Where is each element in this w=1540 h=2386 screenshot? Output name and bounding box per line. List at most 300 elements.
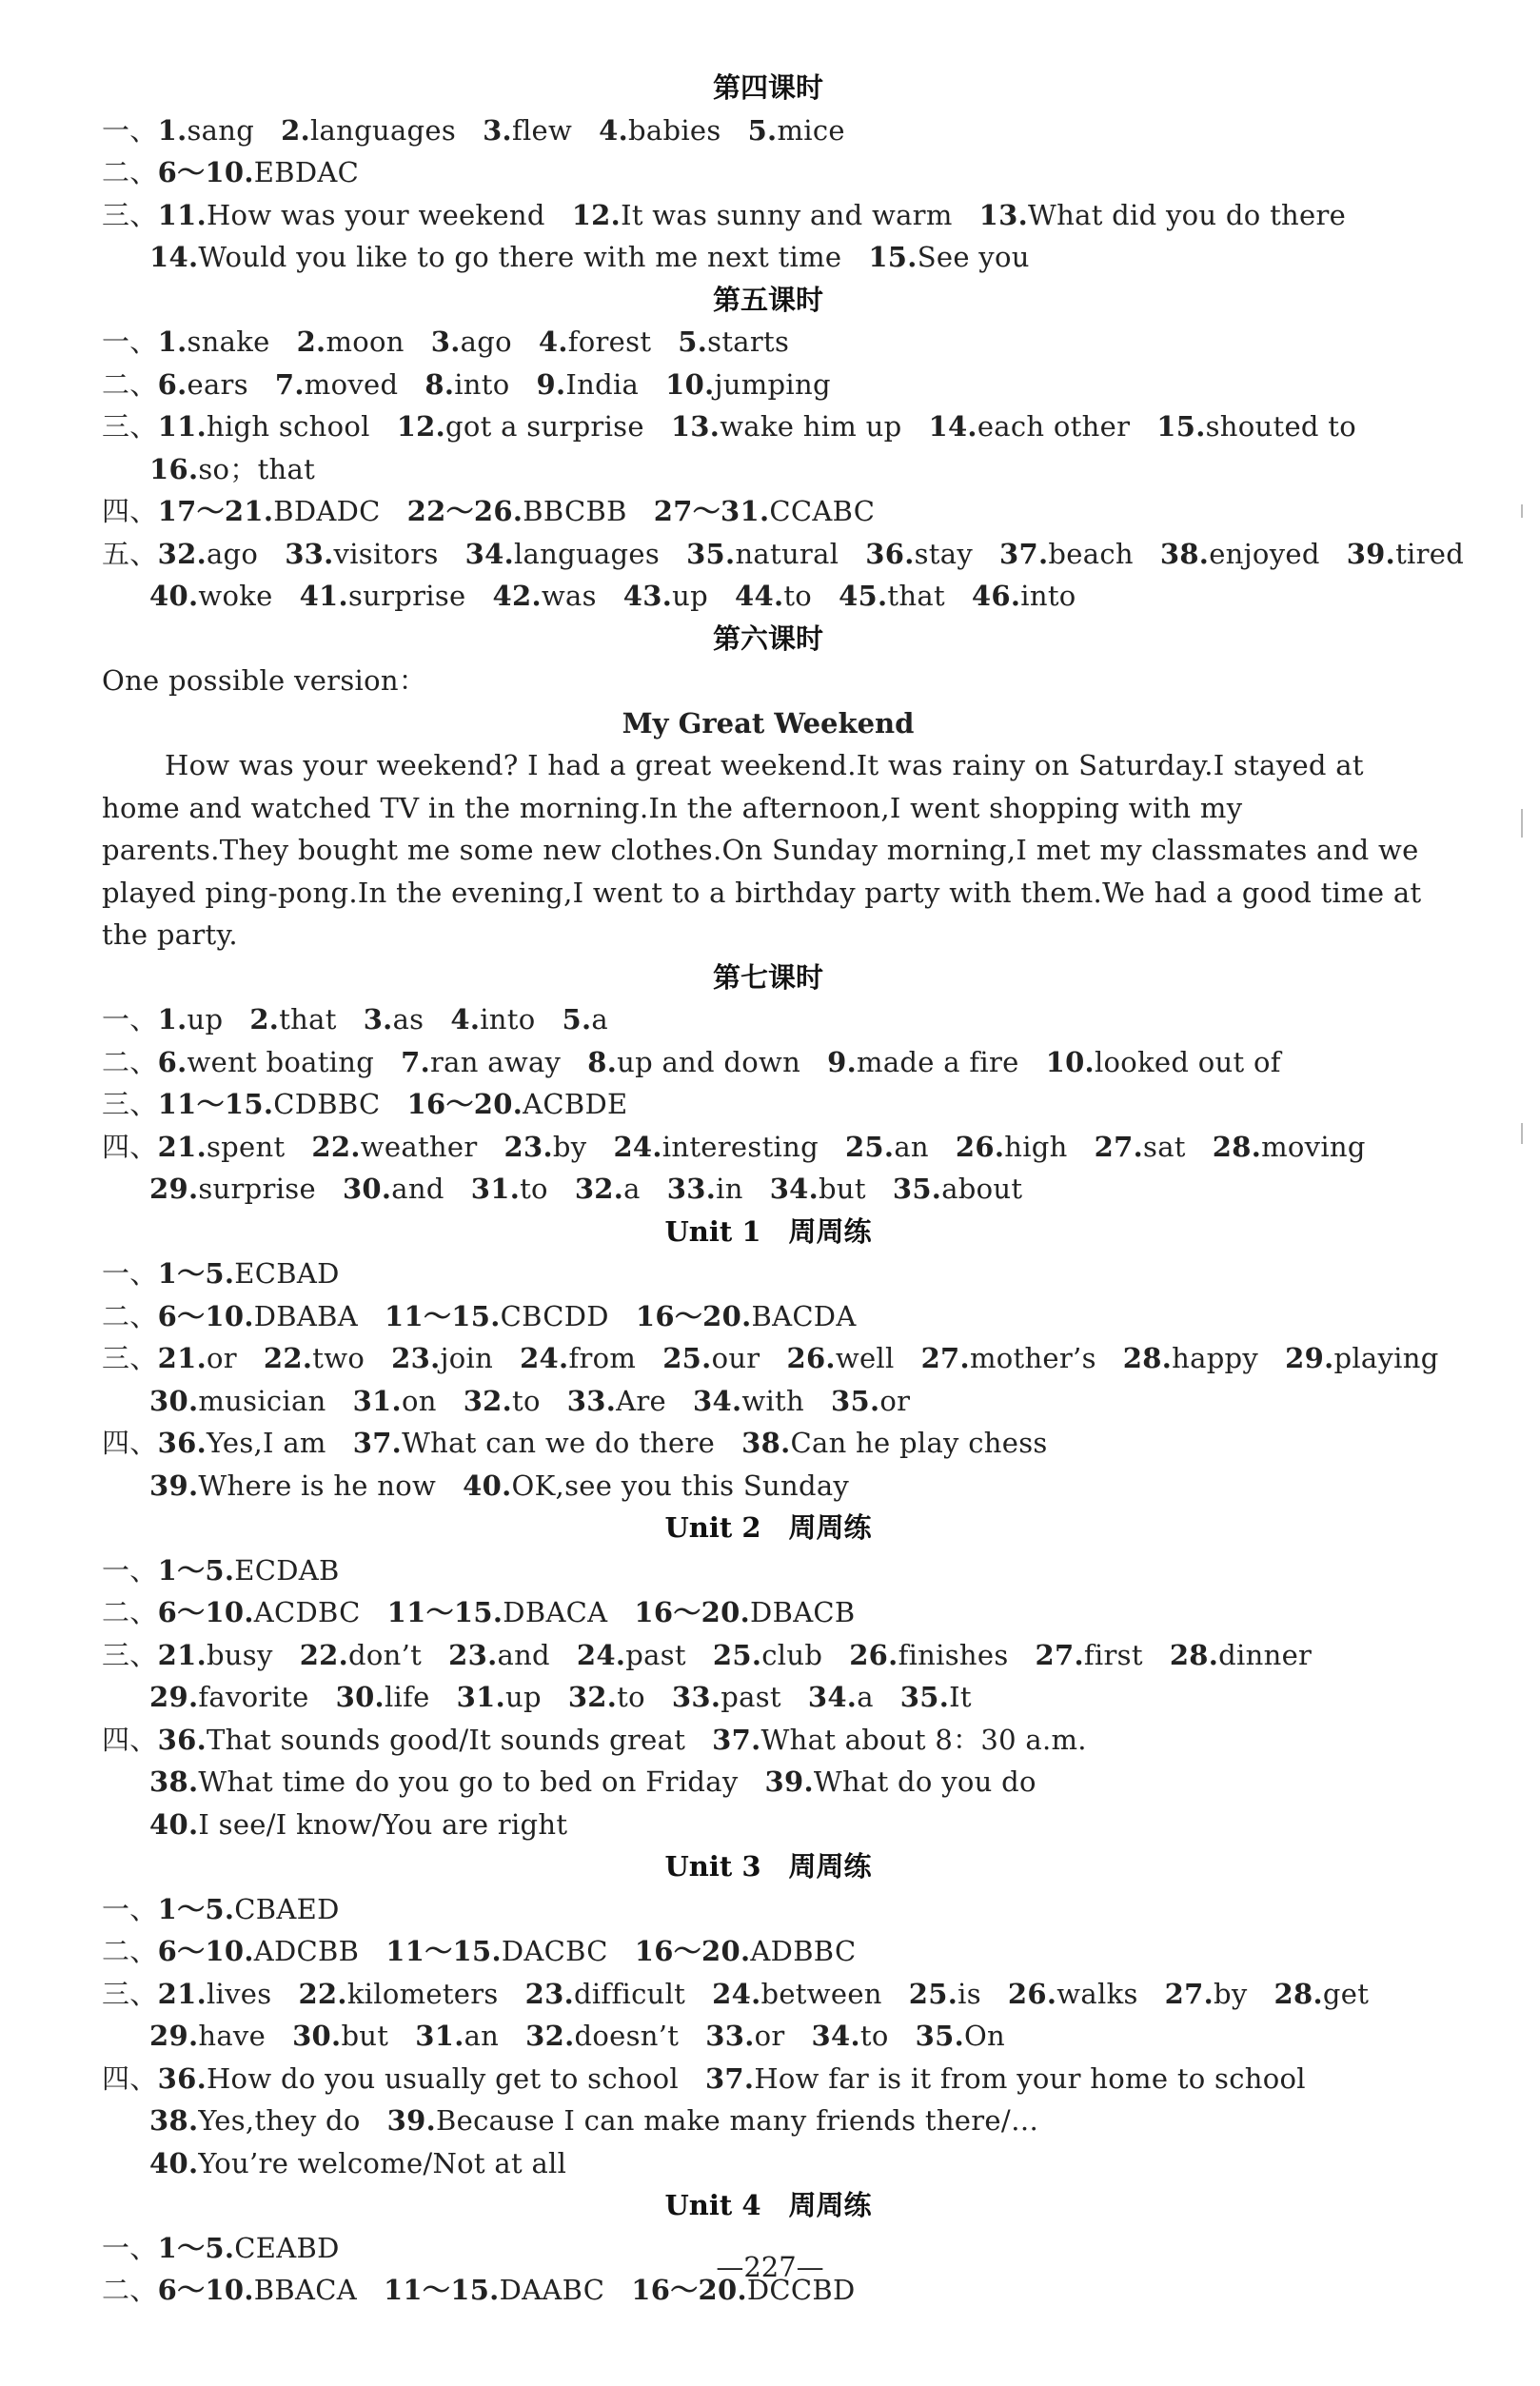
answer-text: and [497,1638,550,1671]
question-number: 38. [741,1427,791,1459]
question-number: 6～10. [157,1299,254,1332]
answer-item [539,325,651,358]
part-prefix: 四、 [102,1427,158,1459]
section-heading: 第五课时 [712,283,823,316]
answer-text: into [1020,580,1076,612]
answer-item [865,538,973,570]
answer-item [397,410,644,443]
answer-item [735,580,812,612]
answer-item [577,1639,686,1671]
answer-item [712,1978,882,2010]
answer-item [525,2020,679,2052]
answer-item [665,368,831,401]
answer-text: ago [460,325,512,358]
question-number: 28. [1212,1130,1262,1163]
answer-line [102,1041,1434,1084]
answer-text: Would you like to go there with me next time [198,241,842,273]
answer-item [1285,1342,1439,1374]
question-number: 4. [450,1003,481,1035]
answer-text: How was your weekend [206,198,545,231]
question-number: 38. [149,1765,199,1798]
answer-text: interesting [661,1130,819,1163]
question-number: 31. [456,1681,505,1713]
question-number: 1. [157,113,188,147]
answer-text: to [617,1681,645,1713]
question-number: 4. [538,325,568,358]
answer-text: in [716,1173,743,1205]
answer-text: natural [735,537,839,570]
answer-text: languages [309,113,457,147]
part-prefix: 二、 [102,367,158,401]
question-number: 34. [811,2020,860,2052]
question-number: 26. [849,1638,898,1671]
answer-item [149,241,841,273]
question-number: 10. [1045,1045,1095,1078]
answer-line [102,1930,1434,1973]
answer-text: How far is it from your home to school [754,2061,1306,2095]
answer-item [845,1131,929,1163]
question-number: 36. [157,1427,207,1459]
question-number: 22. [299,1638,349,1671]
part-prefix: 四、 [102,495,158,527]
answer-text: weather [360,1130,478,1163]
answer-text: surprise [347,580,466,612]
answer-item [613,1131,819,1163]
part-prefix: 一、 [102,113,158,147]
question-number: 9. [827,1045,858,1078]
answer-item [1347,538,1464,570]
answer-item [311,1131,477,1163]
answer-text: doesn’t [574,2020,680,2052]
answer-text: DACBC [501,1935,608,1967]
answer-item [275,368,398,401]
answer-text: each other [977,410,1131,443]
answer-line [102,1973,1434,2016]
answer-item [979,199,1346,231]
question-number: 24. [576,1638,626,1671]
question-number: 27. [1094,1130,1144,1163]
question-number: 40. [149,580,199,612]
question-number: 35. [899,1681,950,1713]
answer-text: DAABC [499,2274,605,2306]
answer-line [102,1719,1434,1762]
question-number: 38. [149,2104,199,2137]
section-heading: 第七课时 [712,960,823,994]
answer-item [158,410,370,443]
answer-text: languages [513,537,661,570]
answer-text: starts [707,325,790,358]
answer-text: difficult [573,1977,686,2010]
answer-item [916,2020,1005,2052]
answer-item [401,1046,561,1078]
answer-line [102,1634,1434,1677]
answer-item [149,2147,566,2179]
question-number: 11～15. [385,1299,501,1332]
answer-item [567,1385,666,1417]
answer-item [158,1596,361,1628]
question-number: 34. [807,1681,858,1713]
intro-text: One possible version： [102,664,427,697]
answer-text: don’t [348,1638,423,1671]
part-prefix: 四、 [102,1130,158,1163]
question-number: 6. [157,1045,188,1078]
answer-text: How do you usually get to school [206,2061,679,2095]
answer-item [808,1681,874,1713]
question-number: 14. [928,410,977,443]
answer-item [264,1342,365,1374]
answer-text: high school [206,410,370,443]
question-number: 2. [281,113,310,147]
answer-item [158,1131,286,1163]
question-number: 24. [712,1977,761,2010]
question-number: 5. [747,113,778,147]
answer-item [562,1003,607,1035]
answer-item [149,580,273,612]
answer-line [102,2015,1434,2058]
answer-item [634,1596,855,1628]
answer-line [102,1295,1434,1338]
answer-line [102,1761,1434,1804]
answer-item [713,1639,822,1671]
answer-text: well [835,1342,895,1374]
question-number: 24. [613,1130,662,1163]
question-number: 29. [149,1681,199,1713]
answer-item [520,1342,636,1374]
answer-item [868,241,1029,273]
answer-item [387,2104,1039,2137]
question-number: 9. [536,367,566,401]
answer-item [827,1046,1018,1078]
answer-text: by [552,1130,587,1163]
answer-item [149,2020,266,2052]
answer-text: get [1322,1977,1370,2010]
answer-item [956,1131,1068,1163]
answer-text: BBACA [253,2274,357,2306]
answer-item [921,1342,1096,1374]
question-number: 23. [448,1638,498,1671]
answer-item [149,1765,739,1798]
question-number: 32. [525,2020,575,2052]
answer-item [149,1469,436,1502]
question-number: 17～21. [157,495,274,527]
question-number: 4. [599,113,629,147]
answer-text: surprise [198,1173,316,1205]
question-number: 11～15. [386,1596,503,1628]
answer-line [102,1126,1434,1169]
answer-line [102,2058,1434,2100]
answer-text: high [1004,1130,1068,1163]
answer-text: and [391,1173,444,1205]
answer-text: join [440,1342,494,1374]
answer-item [893,1173,1023,1205]
question-number: 16～20. [635,1299,752,1332]
question-number: 28. [1122,1342,1173,1374]
answer-text: ADCBB [253,1935,360,1967]
question-number: 35. [892,1173,942,1205]
question-number: 44. [734,580,784,612]
answer-line [102,405,1434,448]
answer-text: with [741,1384,804,1417]
answer-item [281,114,456,147]
answer-item [158,1724,686,1756]
answer-text: You’re welcome/Not at all [198,2146,567,2179]
question-number: 12. [396,410,446,443]
answer-item [424,368,509,401]
answer-item [525,1978,686,2010]
answer-line [102,1380,1434,1423]
answer-text: ears [187,367,248,401]
answer-item [839,580,945,612]
question-number: 45. [839,580,888,612]
question-number: 46. [971,580,1021,612]
answer-text: stay [914,537,974,570]
question-number: 25. [712,1638,762,1671]
answer-item [158,1088,381,1120]
answer-text: have [198,2020,267,2052]
answer-text: musician [198,1384,326,1417]
answer-item [712,1724,1087,1756]
answer-text: an [464,2020,500,2052]
answer-text: into [454,367,510,401]
answer-text: past [625,1638,686,1671]
question-number: 32. [567,1681,618,1713]
answer-line [102,364,1434,406]
answer-item [415,2020,499,2052]
answer-item [463,1469,849,1502]
answer-item [1095,1131,1186,1163]
part-prefix: 一、 [102,2231,158,2264]
answer-item [158,199,545,231]
answer-text: looked out of [1094,1045,1281,1078]
answer-item [635,1935,857,1967]
question-number: 27. [920,1342,970,1374]
question-number: 13. [670,410,721,443]
part-prefix: 三、 [102,1638,158,1671]
answer-text: to [859,2020,889,2052]
answer-text: beach [1048,537,1134,570]
question-number: 26. [955,1130,1005,1163]
answer-text: busy [206,1638,273,1671]
answer-item [158,1257,340,1290]
answer-item [741,1427,1047,1459]
answer-text: that [887,580,945,612]
question-number: 8. [587,1045,618,1078]
part-prefix: 四、 [102,2061,158,2095]
answer-item [158,1893,340,1925]
answer-item [671,410,902,443]
part-prefix: 一、 [102,1257,158,1290]
question-number: 42. [492,580,542,612]
answer-item [391,1342,493,1374]
answer-line [102,1465,1434,1508]
question-number: 37. [999,537,1049,570]
scan-edge-mark [1521,809,1523,838]
answer-item [158,1978,272,2010]
answer-text: playing [1333,1342,1439,1374]
answer-text: ACBDE [523,1088,628,1120]
answer-item [1123,1342,1258,1374]
question-number: 6. [157,367,188,401]
answer-item [493,580,597,612]
question-number: 23. [503,1130,553,1163]
answer-text: India [565,367,640,401]
answer-item [158,1554,340,1587]
question-number: 32. [574,1173,624,1205]
answer-line [102,1591,1434,1634]
question-number: 35. [686,537,736,570]
question-number: 11～15. [157,1088,274,1120]
question-number: 31. [415,2020,464,2052]
question-number: 27. [1164,1977,1214,2010]
answer-item [748,114,845,147]
answer-line [102,1083,1434,1126]
question-number: 43. [622,580,673,612]
part-prefix: 二、 [102,1935,158,1967]
question-number: 34. [693,1384,742,1417]
question-number: 12. [571,198,622,231]
answer-text: to [512,1384,541,1417]
question-number: 36. [865,537,915,570]
answer-item [298,1978,498,2010]
question-number: 30. [292,2020,342,2052]
question-number: 13. [978,198,1029,231]
answer-text: babies [628,113,721,147]
question-number: 21. [157,1977,207,2010]
answer-item [536,368,639,401]
answer-item [385,1935,608,1967]
answer-text: from [568,1342,637,1374]
question-number: 22. [263,1342,313,1374]
question-number: 36. [157,1723,207,1756]
question-number: 35. [915,2020,964,2052]
section-heading: Unit 1 周周练 [664,1214,872,1248]
answer-item [568,1681,645,1713]
question-number: 34. [464,537,514,570]
question-number: 6～10. [157,156,254,188]
answer-text: What can we do there [402,1427,716,1459]
question-number: 30. [149,1384,199,1417]
answer-item [149,1808,567,1841]
answer-line [102,2100,1434,2142]
answer-text: What do you do [813,1765,1037,1798]
answer-line [102,1804,1434,1846]
answer-item [770,1173,866,1205]
question-number: 16. [149,452,199,485]
answer-text: lives [206,1977,272,2010]
answer-text: by [1213,1977,1248,2010]
answer-item [297,325,405,358]
question-number: 21. [157,1638,207,1671]
answer-text: or [754,2020,785,2052]
part-prefix: 三、 [102,1088,158,1120]
section-heading: Unit 4 周周练 [664,2189,872,2221]
answer-line [102,1888,1434,1931]
question-number: 22～26. [406,495,523,527]
answer-text: ran away [429,1045,562,1078]
answer-text: That sounds good/It sounds great [206,1723,686,1756]
question-number: 16～20. [634,1596,751,1628]
answer-item [300,580,466,612]
answer-line [102,321,1434,364]
question-number: 6～10. [157,2274,254,2306]
answer-line [102,194,1434,237]
answer-item [678,325,789,358]
question-number: 33. [666,1173,717,1205]
answer-line [102,236,1434,279]
answer-item [353,1385,437,1417]
answer-text: mice [777,113,845,147]
answer-text: flew [511,113,573,147]
question-number: 34. [769,1173,819,1205]
answer-text: walks [1056,1977,1138,2010]
answer-item [587,1046,800,1078]
answer-item [149,1681,309,1713]
answer-text: CBAED [234,1892,340,1925]
answer-text: Where is he now [198,1469,437,1502]
answer-text: BBCBB [523,495,627,527]
answer-text: shouted to [1205,410,1357,443]
answer-text: two [312,1342,365,1374]
answer-item [654,495,875,527]
answer-text: snake [187,325,270,358]
question-number: 33. [285,537,334,570]
answer-item [504,1131,587,1163]
answer-text: DCCBD [746,2274,856,2306]
answer-line [102,533,1465,576]
answer-item [158,1046,375,1078]
answer-text: It [949,1681,972,1713]
answer-text: was [541,580,597,612]
question-number: 10. [665,367,715,401]
question-number: 11～15. [383,2274,500,2306]
answer-text: club [761,1638,823,1671]
answer-text: life [384,1681,430,1713]
question-number: 33. [671,1681,721,1713]
answer-text: What about 8：30 a.m. [760,1723,1087,1756]
question-number: 29. [149,2020,199,2052]
question-number: 25. [662,1342,712,1374]
answer-item [667,1173,743,1205]
answer-item [300,1639,422,1671]
part-prefix: 三、 [102,198,158,231]
answer-item [672,1681,781,1713]
answer-text: so；that [198,452,316,485]
question-number: 40. [149,1807,199,1841]
answer-item [572,199,953,231]
question-number: 16～20. [406,1088,523,1120]
answer-text: moved [304,367,399,401]
question-number: 1～5. [157,2231,235,2264]
question-number: 27. [1035,1638,1084,1671]
answer-text: past [721,1681,781,1713]
part-prefix: 三、 [102,1977,158,2010]
answer-text: ECDAB [234,1553,340,1587]
question-number: 32. [157,537,207,570]
answer-item [1156,410,1356,443]
question-number: 37. [704,2061,755,2095]
part-prefix: 二、 [102,2274,158,2306]
question-number: 2. [249,1003,280,1035]
answer-text: Can he play chess [790,1427,1048,1459]
answer-text: See you [917,241,1030,273]
question-number: 28. [1169,1638,1219,1671]
answer-item [149,1385,326,1417]
question-number: 3. [483,113,512,147]
answer-item [900,1681,972,1713]
question-number: 25. [844,1130,895,1163]
answer-item [407,495,627,527]
answer-item [158,1300,358,1332]
